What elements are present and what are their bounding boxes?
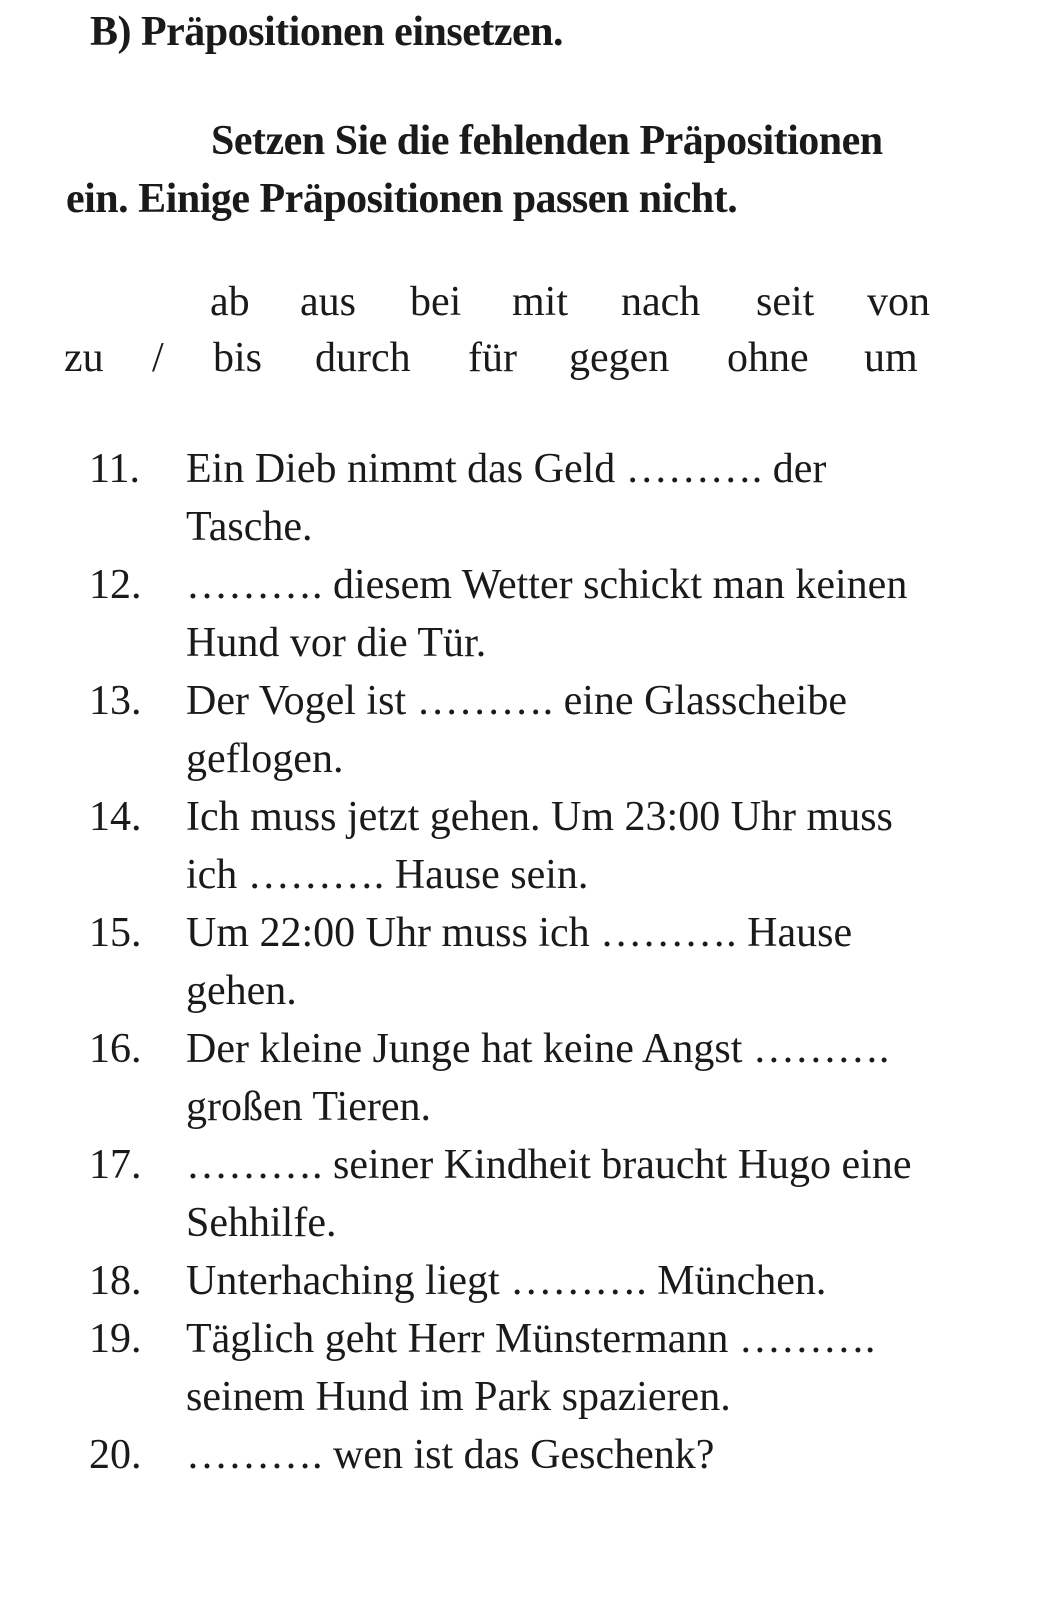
- item-text: [186, 904, 1009, 1020]
- item-number: 11.: [89, 446, 140, 492]
- item-text-line: ………. wen ist das Geschenk?: [186, 1432, 715, 1478]
- word-bank-item: aus: [300, 279, 356, 325]
- item-text-line: Unterhaching liegt ………. München.: [186, 1258, 827, 1304]
- word-bank-item: für: [468, 335, 517, 381]
- word-bank-item: zu: [64, 335, 104, 381]
- item-number: 13.: [89, 678, 142, 724]
- item-number: 19.: [89, 1316, 142, 1362]
- item-text: [186, 1020, 1009, 1136]
- word-bank-item: bis: [213, 335, 263, 381]
- word-bank-item: ab: [210, 279, 250, 325]
- exercise-item-12: [0, 556, 1049, 672]
- item-text-line: Ich muss jetzt gehen. Um 23:00 Uhr muss: [186, 794, 893, 840]
- item-text: [186, 1310, 1009, 1426]
- item-text-line: ………. seiner Kindheit braucht Hugo eine: [186, 1142, 912, 1188]
- item-text-line: Der Vogel ist ………. eine Glasscheibe: [186, 678, 847, 724]
- item-text-line: Sehhilfe.: [186, 1200, 337, 1246]
- item-text-line: Der kleine Junge hat keine Angst ……….: [186, 1026, 890, 1072]
- word-bank-item: durch: [315, 335, 411, 381]
- exercise-item-19: [0, 1310, 1049, 1426]
- item-text: [186, 1252, 1009, 1310]
- exercise-item-14: [0, 788, 1049, 904]
- item-text-line: gehen.: [186, 968, 297, 1014]
- item-text-line: Tasche.: [186, 504, 313, 550]
- exercise-list: [0, 440, 1049, 1484]
- word-bank-item: bei: [410, 279, 462, 325]
- word-bank-item: seit: [756, 279, 815, 325]
- exercise-item-17: [0, 1136, 1049, 1252]
- item-text: [186, 1426, 1009, 1484]
- word-bank-item: gegen: [569, 335, 670, 381]
- item-number: 15.: [89, 910, 142, 956]
- exercise-item-18: [0, 1252, 1049, 1310]
- item-text-line: Um 22:00 Uhr muss ich ………. Hause: [186, 910, 853, 956]
- instruction-line-2: ein. Einige Präpositionen passen nicht.: [66, 176, 738, 222]
- item-text-line: ich ………. Hause sein.: [186, 852, 589, 898]
- item-text: [186, 788, 1009, 904]
- word-bank-separator: /: [152, 335, 164, 381]
- word-bank-item: nach: [621, 279, 701, 325]
- instruction-line-1: Setzen Sie die fehlenden Präpositionen: [211, 118, 883, 164]
- item-text-line: ………. diesem Wetter schickt man keinen: [186, 562, 908, 608]
- item-number: 18.: [89, 1258, 142, 1304]
- word-bank-item: von: [867, 279, 930, 325]
- item-text-line: Täglich geht Herr Münstermann ……….: [186, 1316, 876, 1362]
- word-bank-item: ohne: [727, 335, 809, 381]
- item-number: 20.: [89, 1432, 142, 1478]
- exercise-item-16: [0, 1020, 1049, 1136]
- item-text-line: seinem Hund im Park spazieren.: [186, 1374, 731, 1420]
- item-number: 14.: [89, 794, 142, 840]
- item-number: 12.: [89, 562, 142, 608]
- item-number: 17.: [89, 1142, 142, 1188]
- item-text-line: geflogen.: [186, 736, 344, 782]
- exercise-item-11: [0, 440, 1049, 556]
- exercise-item-13: [0, 672, 1049, 788]
- word-bank-item: mit: [512, 279, 569, 325]
- item-text-line: Ein Dieb nimmt das Geld ………. der: [186, 446, 827, 492]
- preposition-word-bank: [0, 278, 1049, 398]
- exercise-item-20: [0, 1426, 1049, 1484]
- item-text: [186, 440, 1009, 556]
- item-text: [186, 1136, 1009, 1252]
- word-bank-item: um: [864, 335, 918, 381]
- item-text: [186, 672, 1009, 788]
- instruction-text: [66, 112, 966, 228]
- item-text-line: Hund vor die Tür.: [186, 620, 487, 666]
- section-heading: B) Präpositionen einsetzen.: [90, 9, 563, 55]
- item-number: 16.: [89, 1026, 142, 1072]
- item-text: [186, 556, 1009, 672]
- item-text-line: großen Tieren.: [186, 1084, 431, 1130]
- exercise-item-15: [0, 904, 1049, 1020]
